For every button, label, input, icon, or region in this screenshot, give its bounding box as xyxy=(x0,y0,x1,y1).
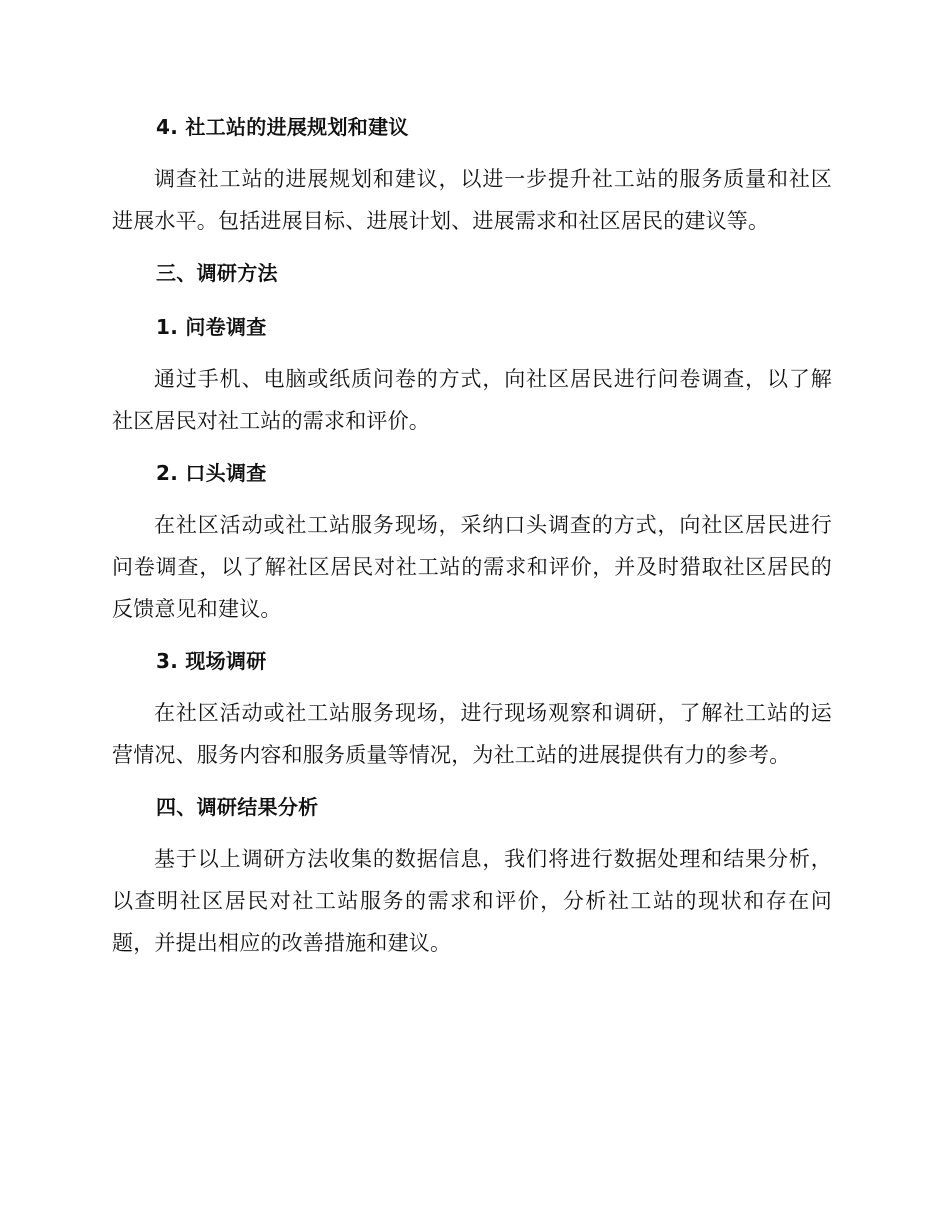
paragraph-questionnaire: 通过手机、电脑或纸质问卷的方式，向社区居民进行问卷调查，以了解社区居民对社工站的需求和评价。 xyxy=(112,367,832,433)
section-heading-results-analysis: 四、调研结果分析 xyxy=(156,795,319,819)
paragraph-results-analysis: 基于以上调研方法收集的数据信息，我们将进行数据处理和结果分析，以查明社区居民对社工站服务的需求和评价，分析社工站的现状和存在问题，并提出相应的改善措施和建议。 xyxy=(112,847,832,955)
paragraph-development-plan: 调查社工站的进展规划和建议，以进一步提升社工站的服务质量和社区进展水平。包括进展目标、进展计划、进展需求和社区居民的建议等。 xyxy=(112,167,832,233)
section-heading-development-plan: 4. 社工站的进展规划和建议 xyxy=(156,115,409,139)
document-content xyxy=(112,110,832,964)
subheading-oral-survey: 2. 口头调查 xyxy=(156,461,267,485)
subheading-questionnaire: 1. 问卷调查 xyxy=(156,315,267,339)
paragraph-oral-survey: 在社区活动或社工站服务现场，采纳口头调查的方式，向社区居民进行问卷调查，以了解社区居民对社工站的需求和评价，并及时猎取社区居民的反馈意见和建议。 xyxy=(112,513,832,621)
subheading-field-research: 3. 现场调研 xyxy=(156,649,267,673)
paragraph-field-research: 在社区活动或社工站服务现场，进行现场观察和调研，了解社工站的运营情况、服务内容和服务质量等情况，为社工站的进展提供有力的参考。 xyxy=(112,701,832,767)
section-heading-research-methods: 三、调研方法 xyxy=(156,261,278,285)
